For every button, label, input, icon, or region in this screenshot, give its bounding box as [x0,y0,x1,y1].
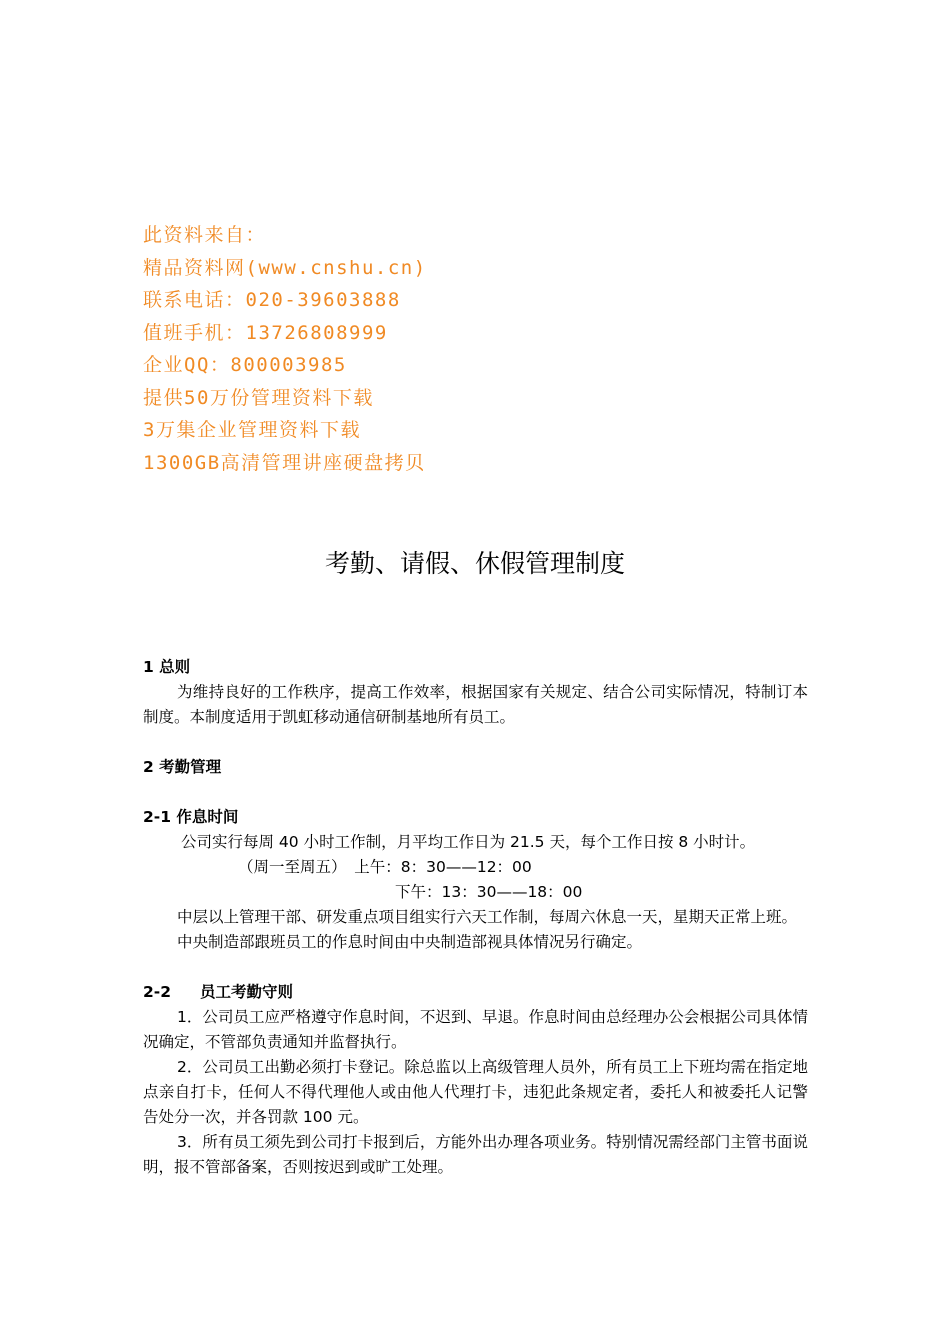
ad-line-offer-3: 1300GB高清管理讲座硬盘拷贝 [143,451,426,474]
attendance-rule-2: 2．公司员工出勤必须打卡登记。除总监以上高级管理人员外，所有员工上下班均需在指定地点亲自打卡，任何人不得代理他人或由他人代理打卡，违犯此条规定者，委托人和被委托人记警告处分一次，并各罚款 100 元。 [143,1058,808,1126]
source-ad-block [143,219,427,479]
section-2-2-title: 员工考勤守则 [200,983,294,1001]
section-1-paragraph: 为维持良好的工作秩序，提高工作效率，根据国家有关规定、结合公司实际情况，特制订本制度。本制度适用于凯虹移动通信研制基地所有员工。 [143,683,808,726]
ad-line-offer-1: 提供50万份管理资料下载 [143,386,374,409]
ad-line-phone: 联系电话：020-39603888 [143,289,401,311]
spacer [143,730,808,755]
schedule-morning: （周一至周五） 上午：8：30——12：00 [238,858,532,876]
section-2-2-heading [143,980,808,1005]
ad-line-qq: 企业QQ：800003985 [143,354,347,376]
section-2-1-workweek: 公司实行每周 40 小时工作制，月平均工作日为 21.5 天，每个工作日按 8 小时计。 [181,833,756,851]
section-1-heading: 1 总则 [143,658,191,676]
ad-line-offer-2: 3万集企业管理资料下载 [143,419,361,441]
section-2-heading: 2 考勤管理 [143,758,222,776]
spacer [143,780,808,805]
section-2-1-manufacturing: 中央制造部跟班员工的作息时间由中央制造部视具体情况另行确定。 [177,933,643,951]
ad-line-mobile: 值班手机：13726808999 [143,321,388,344]
spacer [143,955,808,980]
document-title: 考勤、请假、休假管理制度 [324,549,625,578]
document-body [143,655,808,1180]
ad-line-source: 此资料来自： [143,224,267,246]
attendance-rule-1: 1．公司员工应严格遵守作息时间，不迟到、早退。作息时间由总经理办公会根据公司具体情况确定，不管部负责通知并监督执行。 [143,1008,808,1051]
section-2-2-number: 2-2 [143,983,172,1001]
section-2-1-heading: 2-1 作息时间 [143,808,239,826]
ad-line-website: 精品资料网(www.cnshu.cn) [143,256,427,279]
schedule-afternoon: 下午：13：30——18：00 [395,883,583,901]
attendance-rule-3: 3．所有员工须先到公司打卡报到后，方能外出办理各项业务。特别情况需经部门主管书面说明，报不管部备案，否则按迟到或旷工处理。 [143,1133,808,1176]
section-2-1-managers: 中层以上管理干部、研发重点项目组实行六天工作制，每周六休息一天，星期天正常上班。 [177,908,798,926]
